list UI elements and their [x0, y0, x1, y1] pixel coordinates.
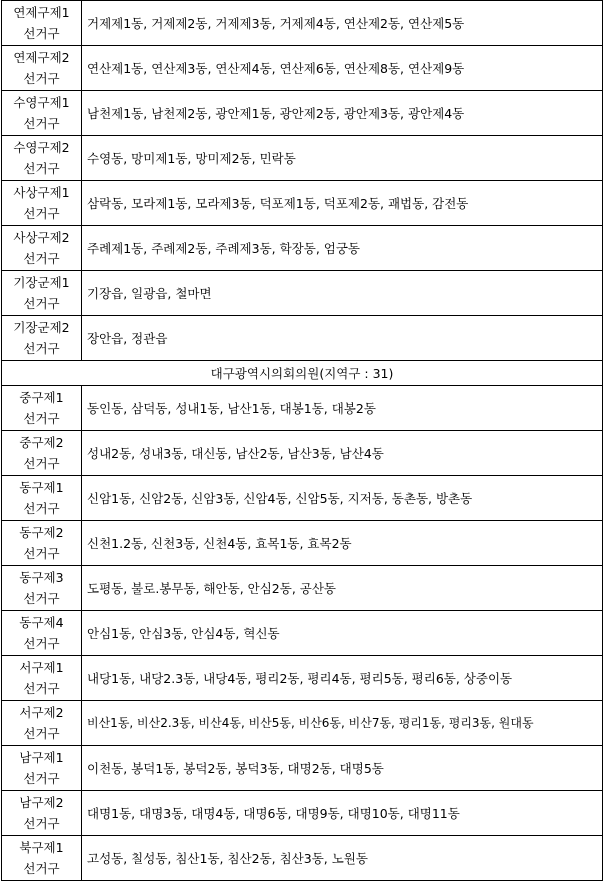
- section-header-row: [2, 361, 603, 386]
- district-name: 연제구제1 선거구: [2, 1, 82, 46]
- district-name: 북구제1 선거구: [2, 836, 82, 881]
- district-name: 기장군제2 선거구: [2, 316, 82, 361]
- table-row: [2, 431, 603, 476]
- district-name: 수영구제1 선거구: [2, 91, 82, 136]
- table-row: [2, 566, 603, 611]
- table-row: [2, 181, 603, 226]
- district-name: 서구제1 선거구: [2, 656, 82, 701]
- table-row: [2, 226, 603, 271]
- district-areas: 도평동, 불로.봉무동, 해안동, 안심2동, 공산동: [82, 566, 603, 611]
- table-row: [2, 316, 603, 361]
- table-row: [2, 521, 603, 566]
- table-row: [2, 1, 603, 46]
- district-name: 동구제1 선거구: [2, 476, 82, 521]
- district-areas: 남천제1동, 남천제2동, 광안제1동, 광안제2동, 광안제3동, 광안제4동: [82, 91, 603, 136]
- district-areas: 연산제1동, 연산제3동, 연산제4동, 연산제6동, 연산제8동, 연산제9동: [82, 46, 603, 91]
- district-areas: 성내2동, 성내3동, 대신동, 남산2동, 남산3동, 남산4동: [82, 431, 603, 476]
- district-areas: 비산1동, 비산2.3동, 비산4동, 비산5동, 비산6동, 비산7동, 평리1동, 평리3동, 원대동: [82, 701, 603, 746]
- district-table: [1, 0, 603, 881]
- district-areas: 수영동, 망미제1동, 망미제2동, 민락동: [82, 136, 603, 181]
- section-title: 대구광역시의회의원(지역구 : 31): [2, 361, 603, 386]
- table-row: [2, 386, 603, 431]
- district-areas: 안심1동, 안심3동, 안심4동, 혁신동: [82, 611, 603, 656]
- district-name: 중구제2 선거구: [2, 431, 82, 476]
- district-areas: 동인동, 삼덕동, 성내1동, 남산1동, 대봉1동, 대봉2동: [82, 386, 603, 431]
- district-name: 연제구제2 선거구: [2, 46, 82, 91]
- district-name: 동구제4 선거구: [2, 611, 82, 656]
- district-areas: 삼락동, 모라제1동, 모라제3동, 덕포제1동, 덕포제2동, 괘법동, 감전동: [82, 181, 603, 226]
- district-areas: 이천동, 봉덕1동, 봉덕2동, 봉덕3동, 대명2동, 대명5동: [82, 746, 603, 791]
- district-name: 남구제2 선거구: [2, 791, 82, 836]
- table-row: [2, 476, 603, 521]
- district-name: 서구제2 선거구: [2, 701, 82, 746]
- district-areas: 내당1동, 내당2.3동, 내당4동, 평리2동, 평리4동, 평리5동, 평리6동, 상중이동: [82, 656, 603, 701]
- table-row: [2, 701, 603, 746]
- district-name: 사상구제2 선거구: [2, 226, 82, 271]
- district-areas: 장안읍, 정관읍: [82, 316, 603, 361]
- table-row: [2, 791, 603, 836]
- district-name: 중구제1 선거구: [2, 386, 82, 431]
- district-areas: 고성동, 칠성동, 침산1동, 침산2동, 침산3동, 노원동: [82, 836, 603, 881]
- district-areas: 기장읍, 일광읍, 철마면: [82, 271, 603, 316]
- district-name: 기장군제1 선거구: [2, 271, 82, 316]
- district-name: 사상구제1 선거구: [2, 181, 82, 226]
- district-name: 동구제3 선거구: [2, 566, 82, 611]
- table-row: [2, 271, 603, 316]
- district-areas: 신천1.2동, 신천3동, 신천4동, 효목1동, 효목2동: [82, 521, 603, 566]
- district-areas: 신암1동, 신암2동, 신암3동, 신암4동, 신암5동, 지저동, 동촌동, 방촌동: [82, 476, 603, 521]
- district-areas: 거제제1동, 거제제2동, 거제제3동, 거제제4동, 연산제2동, 연산제5동: [82, 1, 603, 46]
- district-name: 남구제1 선거구: [2, 746, 82, 791]
- district-areas: 대명1동, 대명3동, 대명4동, 대명6동, 대명9동, 대명10동, 대명11동: [82, 791, 603, 836]
- table-row: [2, 836, 603, 881]
- table-row: [2, 91, 603, 136]
- table-row: [2, 46, 603, 91]
- district-name: 동구제2 선거구: [2, 521, 82, 566]
- table-row: [2, 656, 603, 701]
- district-name: 수영구제2 선거구: [2, 136, 82, 181]
- district-areas: 주례제1동, 주례제2동, 주례제3동, 학장동, 엄궁동: [82, 226, 603, 271]
- table-row: [2, 136, 603, 181]
- table-row: [2, 746, 603, 791]
- table-row: [2, 611, 603, 656]
